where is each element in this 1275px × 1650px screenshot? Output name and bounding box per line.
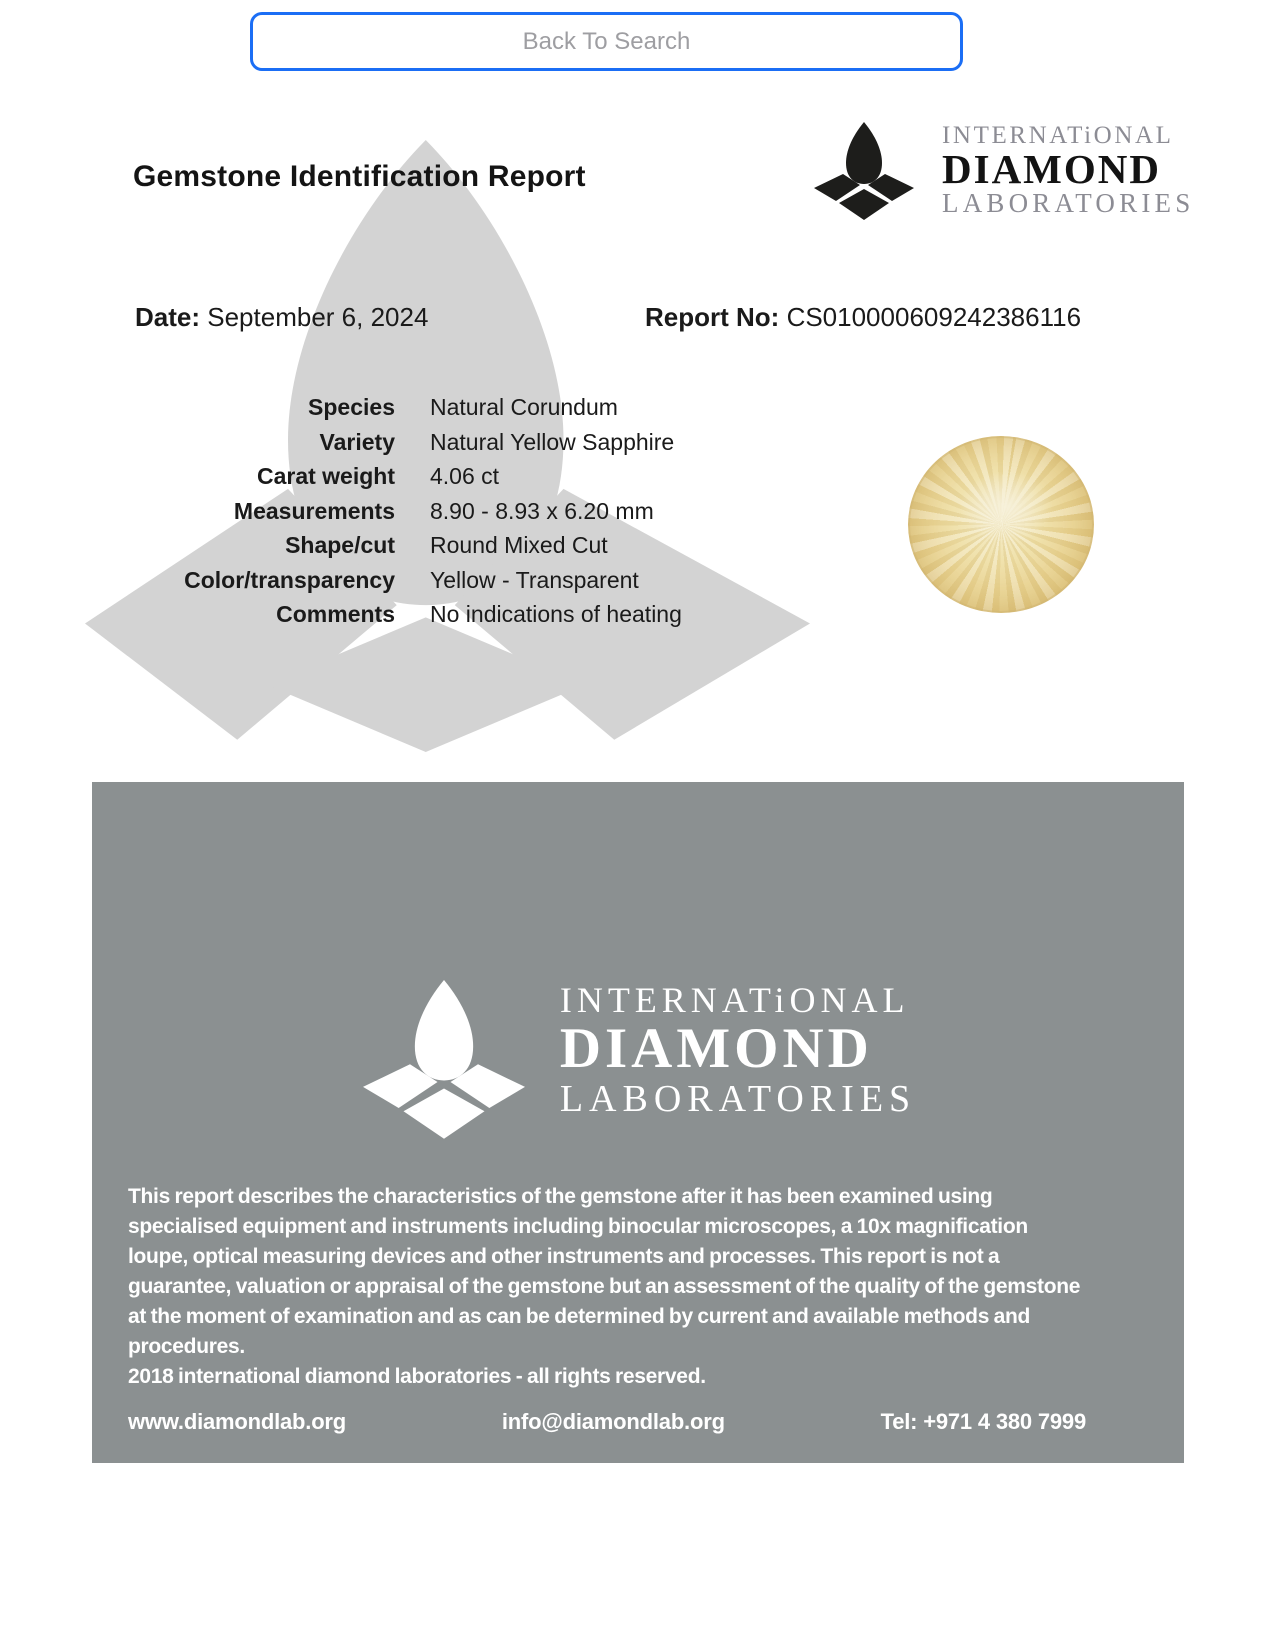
property-label: Color/transparency [184,566,395,593]
rights-reserved-text: 2018 international diamond laboratories - all rights reserved. [128,1365,706,1388]
logo-line-international: INTERNATiONAL [942,122,1174,149]
property-value: Natural Corundum [430,394,618,420]
property-label: Species [308,394,395,420]
logo-line-international: INTERNATiONAL [559,980,910,1020]
property-value: Natural Yellow Sapphire [430,428,675,455]
gem-properties-table [135,396,682,626]
idl-logo-header [812,122,1194,222]
property-value: Round Mixed Cut [430,532,608,558]
property-label: Variety [319,428,395,455]
gemstone-photo [908,436,1094,613]
leaf-and-diamonds-icon [360,980,528,1142]
email-text: info@diamondlab.org [501,1409,725,1434]
report-number [645,302,1081,333]
property-value: 8.90 - 8.93 x 6.20 mm [430,497,654,524]
report-date [135,302,428,333]
website-text: www.diamondlab.org [128,1409,347,1434]
date-label: Date: [135,302,201,332]
report-number-value: CS010000609242386116 [786,302,1082,332]
property-label: Comments [276,601,395,627]
logo-line-laboratories: LABORATORIES [942,188,1195,218]
disclaimer-text: This report describes the characteristics of the gemstone after it has been examined using specialised equipment and instruments including binocular microscopes, a 10x magnification loupe, optical measuring devices and other instruments and processes. This report is not a guarantee, valuation or appraisal of the gemstone but an assessment of the quality of the gemstone at the moment of examination and as can be determined by current and available methods and procedures. [128,1185,1081,1358]
footer-panel [92,782,1184,1463]
property-value: Yellow - Transparent [430,566,639,593]
phone-text: Tel: +971 4 380 7999 [880,1409,1086,1434]
logo-line-diamond: DIAMOND [559,1017,873,1080]
property-label: Shape/cut [285,532,395,558]
date-value: September 6, 2024 [207,302,429,332]
back-to-search-button[interactable]: Back To Search [250,12,963,71]
property-value: 4.06 ct [430,463,500,489]
page-title: Gemstone Identification Report [133,160,586,193]
report-number-label: Report No: [645,302,780,332]
contact-row [128,1409,1086,1435]
logo-line-diamond: DIAMOND [942,146,1161,192]
logo-line-laboratories: LABORATORIES [559,1078,917,1120]
idl-logo-footer [92,978,1184,1142]
logo-wordmark [942,122,1194,218]
disclaimer-block [128,1182,1090,1392]
property-label: Carat weight [256,463,395,489]
leaf-and-diamonds-icon [812,122,916,222]
property-value: No indications of heating [430,601,682,627]
property-label: Measurements [233,497,395,524]
logo-wordmark [560,978,916,1122]
